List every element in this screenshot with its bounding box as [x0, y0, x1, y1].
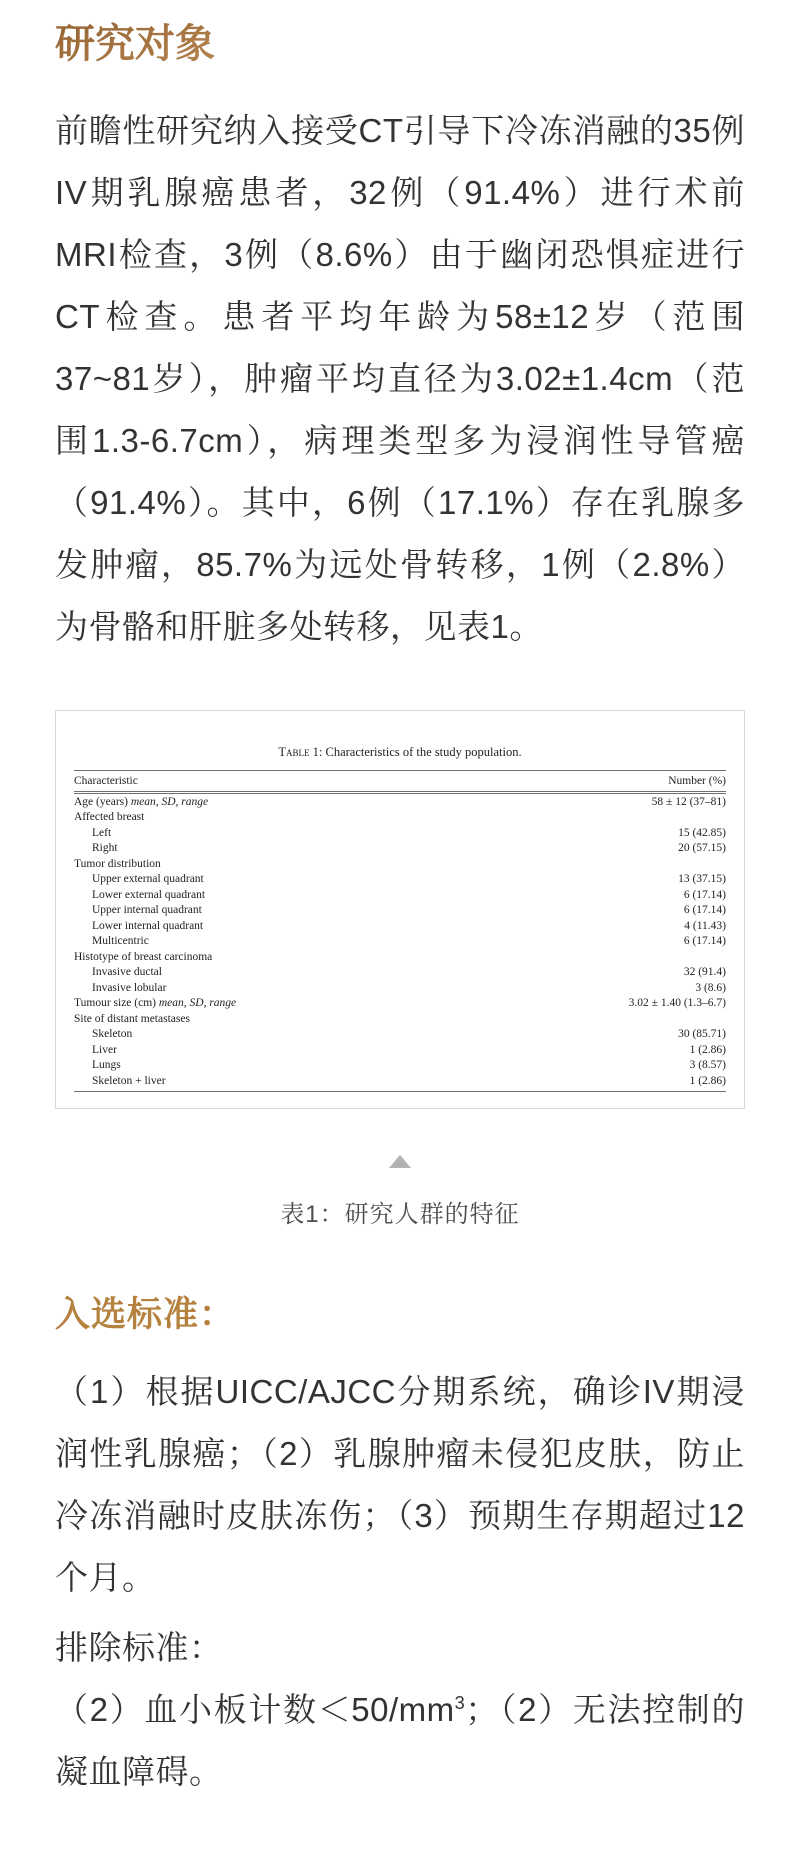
- table-row: [74, 825, 726, 841]
- row-value: [481, 1042, 726, 1058]
- row-label-text: Skeleton + liver: [92, 1074, 166, 1087]
- exclusion-text-after-sup: ；（2）无法控制的凝血障碍。: [55, 1691, 745, 1790]
- row-value: [481, 965, 726, 981]
- table-title-text: Characteristics of the study population.: [325, 745, 522, 759]
- row-label-text: Lower external quadrant: [92, 888, 206, 901]
- table-row: [74, 1042, 726, 1058]
- row-value-text: 1 (2.86): [689, 1043, 726, 1056]
- exclusion-text-before-sup: （2）血小板计数＜50/mm: [55, 1691, 455, 1728]
- table-title-label: Table 1:: [278, 745, 323, 759]
- row-value-text: 20 (57.15): [678, 842, 726, 854]
- row-value-text: 1 (2.86): [689, 1074, 726, 1087]
- row-label-text: Upper external quadrant: [92, 873, 204, 885]
- row-value: [481, 980, 726, 996]
- section-heading-study-subjects: 研究对象: [55, 22, 745, 66]
- row-label: [74, 1073, 481, 1092]
- table-row: [74, 918, 726, 934]
- table-row: [74, 1027, 726, 1043]
- row-value: [481, 793, 726, 810]
- row-label: [74, 934, 481, 950]
- triangle-up-icon: [389, 1155, 411, 1168]
- row-label: [74, 793, 481, 810]
- row-label-text: Right: [92, 842, 118, 854]
- table-row: [74, 872, 726, 888]
- row-label: [74, 841, 481, 857]
- row-label-text: Upper internal quadrant: [92, 904, 202, 916]
- row-label-text: Histotype of breast carcinoma: [74, 950, 213, 963]
- row-label: [74, 965, 481, 981]
- superscript-3: 3: [454, 1693, 466, 1713]
- row-value: [481, 1011, 726, 1027]
- row-value: [481, 810, 726, 826]
- row-value: [481, 825, 726, 841]
- row-label-text: Liver: [92, 1043, 117, 1056]
- row-label: [74, 918, 481, 934]
- table-row: [74, 841, 726, 857]
- row-value: [481, 918, 726, 934]
- inclusion-paragraph: （1）根据UICC/AJCC分期系统，确诊IV期浸润性乳腺癌；（2）乳腺肿瘤未侵犯皮肤，防止冷冻消融时皮肤冻伤；（3）预期生存期超过12个月。: [55, 1373, 745, 1596]
- row-value-text: 3.02 ± 1.40 (1.3–6.7): [628, 997, 726, 1009]
- row-label-text: Age (years): [74, 795, 128, 808]
- column-header-characteristic: Characteristic: [74, 771, 481, 793]
- table-row: [74, 965, 726, 981]
- row-label-text: Affected breast: [74, 811, 145, 823]
- row-value-text: 6 (17.14): [683, 904, 726, 916]
- table-body: [74, 793, 726, 1092]
- row-value-text: 4 (11.43): [684, 919, 726, 932]
- row-value-text: 6 (17.14): [683, 935, 726, 947]
- row-value: [481, 1073, 726, 1092]
- row-value: [481, 856, 726, 872]
- row-value: [481, 887, 726, 903]
- row-value: [481, 1027, 726, 1043]
- row-label: [74, 980, 481, 996]
- figure-caption: 表1：研究人群的特征: [280, 1201, 520, 1228]
- row-label: [74, 996, 481, 1012]
- row-label-italic-text: mean, SD, range: [158, 997, 237, 1009]
- row-label-text: Multicentric: [92, 935, 149, 947]
- row-value-text: 30 (85.71): [678, 1028, 726, 1040]
- table-row: [74, 1011, 726, 1027]
- row-value-text: 32 (91.4): [683, 966, 726, 978]
- row-label-italic-text: mean, SD, range: [130, 795, 209, 808]
- row-label: [74, 856, 481, 872]
- row-label-text: Tumour size (cm): [74, 997, 156, 1009]
- table-row: [74, 1058, 726, 1074]
- row-label: [74, 1058, 481, 1074]
- table-row: [74, 996, 726, 1012]
- table-figure: [55, 710, 745, 1109]
- table-row: [74, 856, 726, 872]
- table-row: [74, 903, 726, 919]
- row-value: [481, 949, 726, 965]
- table-row: [74, 980, 726, 996]
- section-heading-inclusion-criteria: 入选标准：: [55, 1295, 236, 1334]
- table-row: [74, 810, 726, 826]
- table-row: [74, 934, 726, 950]
- row-value-text: 3 (8.57): [689, 1059, 726, 1071]
- row-label: [74, 887, 481, 903]
- row-label: [74, 825, 481, 841]
- row-value-text: 3 (8.6): [695, 981, 726, 994]
- row-label: [74, 872, 481, 888]
- row-label-text: Invasive lobular: [92, 981, 167, 994]
- intro-paragraph: 前瞻性研究纳入接受CT引导下冷冻消融的35例IV期乳腺癌患者，32例（91.4%）进行术前MRI检查，3例（8.6%）由于幽闭恐惧症进行CT检查。患者平均年龄为58±12岁（范围37~81岁），肿瘤平均直径为3.02±1.4cm（范围1.3-6.7cm），病理类型多为浸润性导管癌（91.4%）。其中，6例（17.1%）存在乳腺多发肿瘤，85.7%为远处骨转移，1例（2.8%）为骨骼和肝脏多处转移，见表1。: [55, 112, 745, 645]
- row-value-text: 6 (17.14): [683, 888, 726, 901]
- table-row: [74, 887, 726, 903]
- row-value: [481, 996, 726, 1012]
- characteristics-table: [74, 770, 726, 1092]
- row-label: [74, 1042, 481, 1058]
- row-value: [481, 1058, 726, 1074]
- row-label-text: Skeleton: [92, 1028, 133, 1040]
- row-value: [481, 872, 726, 888]
- row-label: [74, 1027, 481, 1043]
- exclusion-paragraph: [55, 1679, 745, 1803]
- row-label-text: Invasive ductal: [92, 966, 162, 978]
- row-label-text: Lower internal quadrant: [92, 919, 204, 932]
- row-value-text: 15 (42.85): [678, 826, 726, 839]
- row-label-text: Left: [92, 826, 112, 839]
- table-row: [74, 1073, 726, 1092]
- row-label-text: Site of distant metastases: [74, 1012, 190, 1025]
- row-value-text: 13 (37.15): [678, 873, 726, 885]
- table-row: [74, 949, 726, 965]
- row-label: [74, 810, 481, 826]
- row-label-text: Lungs: [92, 1059, 121, 1071]
- row-value: [481, 934, 726, 950]
- row-label: [74, 1011, 481, 1027]
- row-value: [481, 903, 726, 919]
- row-label-text: Tumor distribution: [74, 857, 161, 870]
- exclusion-heading: 排除标准：: [55, 1629, 223, 1666]
- column-header-number: Number (%): [481, 771, 726, 793]
- row-value-text: 58 ± 12 (37–81): [651, 795, 726, 808]
- table-title: [74, 745, 726, 760]
- table-row: [74, 793, 726, 810]
- row-label: [74, 903, 481, 919]
- table-header-row: [74, 771, 726, 793]
- row-label: [74, 949, 481, 965]
- row-value: [481, 841, 726, 857]
